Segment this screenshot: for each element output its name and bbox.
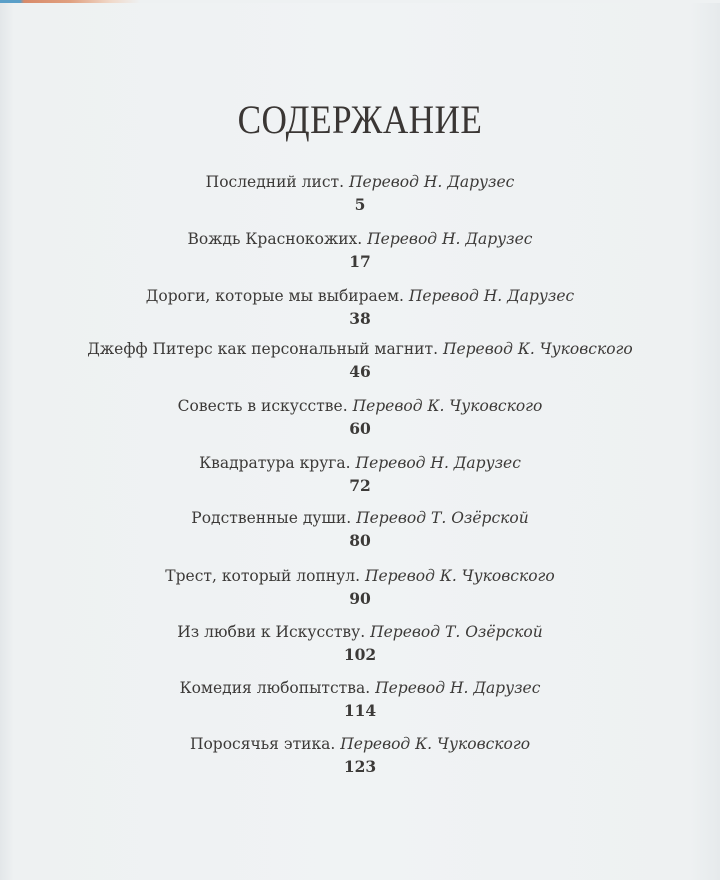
page-number: 38: [349, 309, 371, 328]
translator: Перевод Н. Дарузес: [375, 679, 541, 697]
translator: Перевод К. Чуковского: [364, 567, 555, 585]
toc-entry: [0, 566, 720, 609]
translator: Перевод К. Чуковского: [442, 340, 633, 358]
story-title: Поросячья этика.: [189, 735, 336, 753]
toc-entry: [0, 172, 720, 215]
toc-entry: [0, 286, 720, 329]
translator: Перевод К. Чуковского: [340, 735, 531, 753]
story-title: Совесть в искусстве.: [177, 397, 348, 415]
page-number: 60: [349, 419, 371, 438]
toc-entry: [0, 339, 720, 382]
page-number: 102: [343, 645, 377, 664]
page-title: СОДЕРЖАНИЕ: [237, 97, 483, 142]
story-title: Дороги, которые мы выбираем.: [145, 287, 404, 305]
page-number: 90: [349, 589, 371, 608]
translator: Перевод Н. Дарузес: [348, 173, 515, 191]
page-number: 114: [343, 701, 377, 720]
story-title: Джефф Питерс как персональный магнит.: [87, 340, 438, 358]
toc-entry: [0, 622, 720, 665]
story-title: Вождь Краснокожих.: [187, 230, 363, 248]
story-title: Родственные души.: [191, 509, 352, 527]
translator: Перевод Н. Дарузес: [408, 287, 575, 305]
translator: Перевод К. Чуковского: [352, 397, 543, 415]
toc-entry: [0, 734, 720, 777]
toc-entry: [0, 678, 720, 721]
page-number: 123: [343, 757, 377, 776]
page-number: 46: [349, 362, 371, 381]
translator: Перевод Т. Озёрской: [370, 623, 543, 641]
translator: Перевод Н. Дарузес: [355, 454, 521, 472]
cover-edge-strip: [0, 0, 720, 3]
story-title: Квадратура круга.: [199, 454, 351, 472]
page-number: 17: [349, 252, 371, 271]
toc-entry: [0, 508, 720, 551]
page-number: 80: [349, 531, 371, 550]
page-number: 5: [354, 195, 366, 214]
toc-entry: [0, 229, 720, 272]
story-title: Трест, который лопнул.: [165, 567, 360, 585]
story-title: Комедия любопытства.: [179, 679, 371, 697]
toc-entry: [0, 453, 720, 496]
story-title: Из любви к Искусству.: [177, 623, 366, 641]
translator: Перевод Т. Озёрской: [356, 509, 529, 527]
page-number: 72: [349, 476, 371, 495]
translator: Перевод Н. Дарузес: [367, 230, 533, 248]
story-title: Последний лист.: [205, 173, 345, 191]
toc-entry: [0, 396, 720, 439]
